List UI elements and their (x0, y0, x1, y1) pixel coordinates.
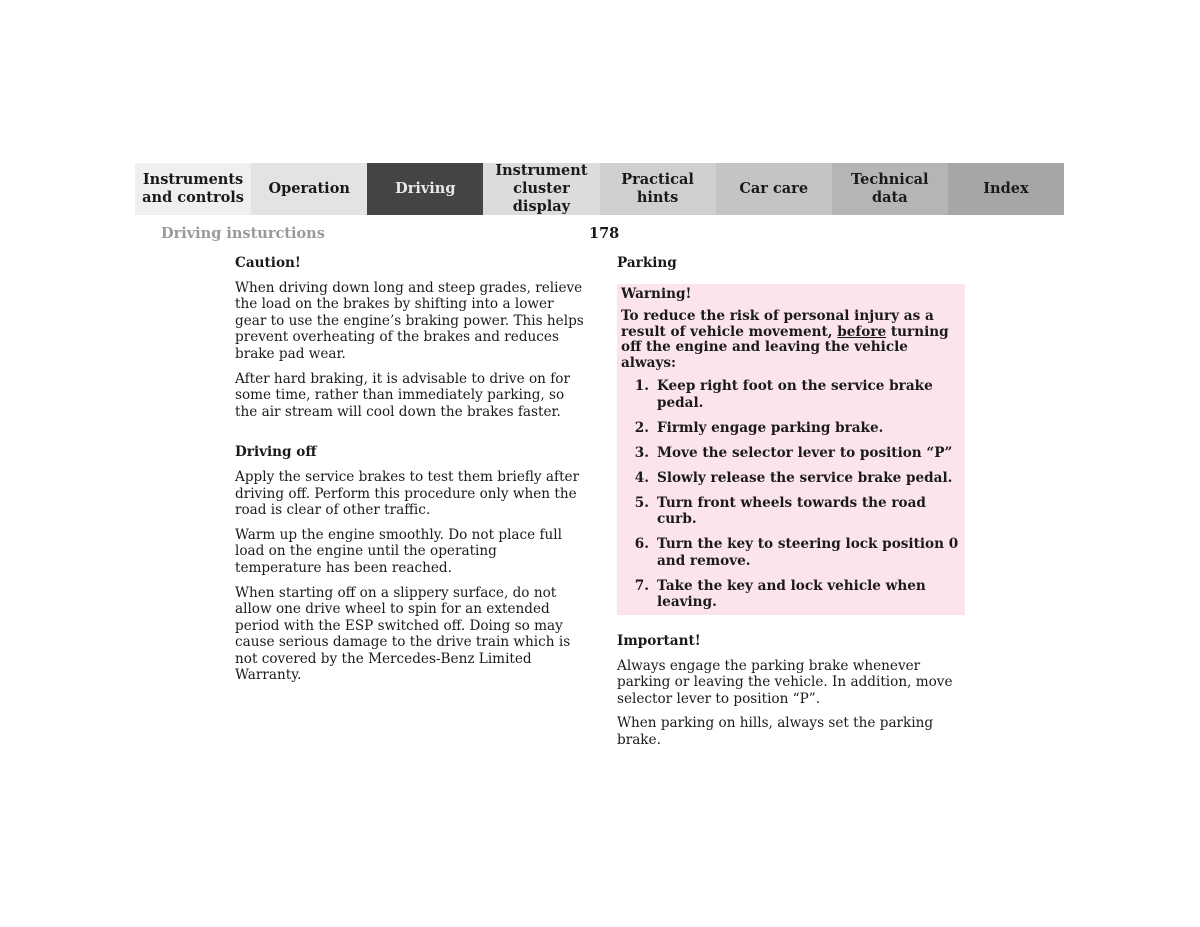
tab-operation[interactable]: Operation (251, 163, 367, 215)
tab-technical-data[interactable]: Technical data (832, 163, 948, 215)
step-text: Turn the key to steering lock position 0 and remove. (657, 536, 959, 569)
step-text: Slowly release the service brake pedal. (657, 469, 953, 486)
list-item (621, 495, 961, 528)
step-text: Firmly engage parking brake. (657, 419, 884, 436)
step-number: 4. (634, 469, 649, 486)
step-text: Keep right foot on the service brake pedal. (657, 378, 933, 411)
step-number: 6. (634, 536, 649, 553)
caution-paragraph: After hard braking, it is advisable to drive on for some time, rather than immediately parking, so the air stream will cool down the brakes faster. (235, 370, 570, 420)
driving-off-heading: Driving off (235, 444, 317, 461)
step-text: Take the key and lock vehicle when leaving. (657, 577, 926, 611)
list-item (621, 578, 961, 611)
warning-steps (621, 378, 961, 611)
step-text: Move the selector lever to position “P” (657, 444, 953, 461)
driving-off-paragraph: Warm up the engine smoothly. Do not place full load on the engine until the operating temperature has been reached. (235, 526, 562, 576)
list-item (621, 470, 961, 487)
important-paragraph: Always engage the parking brake whenever parking or leaving the vehicle. In addition, move selector lever to position “P”. (617, 657, 953, 707)
driving-off-paragraph: When starting off on a slippery surface, do not allow one drive wheel to spin for an extended period with the ESP switched off. Doing so may cause serious damage to the drive train which is not covered by the Mercedes-Benz Limited Warranty. (235, 584, 571, 684)
warning-intro-text: turning off the engine and leaving the vehicle always: (621, 323, 949, 371)
step-number: 5. (634, 494, 649, 511)
step-number: 1. (634, 378, 649, 395)
step-number: 2. (634, 419, 649, 436)
left-column (235, 255, 585, 692)
parking-heading: Parking (617, 255, 677, 271)
caution-heading: Caution! (235, 255, 301, 271)
driving-off-paragraph: Apply the service brakes to test them briefly after driving off. Perform this procedure only when the road is clear of other traffic. (235, 468, 580, 519)
tab-car-care[interactable]: Car care (716, 163, 832, 215)
list-item (621, 445, 961, 462)
section-title: Driving insturctions (161, 225, 325, 242)
list-item (621, 536, 961, 569)
chapter-tabs (135, 163, 1064, 215)
caution-paragraph: When driving down long and steep grades, relieve the load on the brakes by shifting into a lower gear to use the engine’s braking power. This helps prevent overheating of the brakes and reduces brake pad wear. (235, 279, 584, 362)
tab-index[interactable]: Index (948, 163, 1064, 215)
important-paragraph: When parking on hills, always set the parking brake. (617, 715, 934, 749)
warning-title: Warning! (621, 285, 692, 302)
warning-intro (621, 309, 961, 371)
warning-box (617, 284, 965, 615)
step-number: 3. (634, 444, 649, 461)
step-number: 7. (634, 577, 649, 594)
tab-driving[interactable]: Driving (367, 163, 483, 215)
warning-intro-text: To reduce the risk of personal injury as a result of vehicle movement, (621, 308, 934, 340)
tab-instrument-cluster-display[interactable]: Instrument cluster display (483, 163, 599, 215)
list-item (621, 378, 961, 411)
tab-instruments-and-controls[interactable]: Instruments and controls (135, 163, 251, 215)
page-number: 178 (589, 225, 620, 242)
right-column (617, 255, 965, 757)
important-heading: Important! (617, 633, 701, 650)
warning-intro-underlined: before (837, 323, 887, 340)
list-item (621, 420, 961, 437)
tab-practical-hints[interactable]: Practical hints (600, 163, 716, 215)
step-text: Turn front wheels towards the road curb. (657, 494, 926, 528)
